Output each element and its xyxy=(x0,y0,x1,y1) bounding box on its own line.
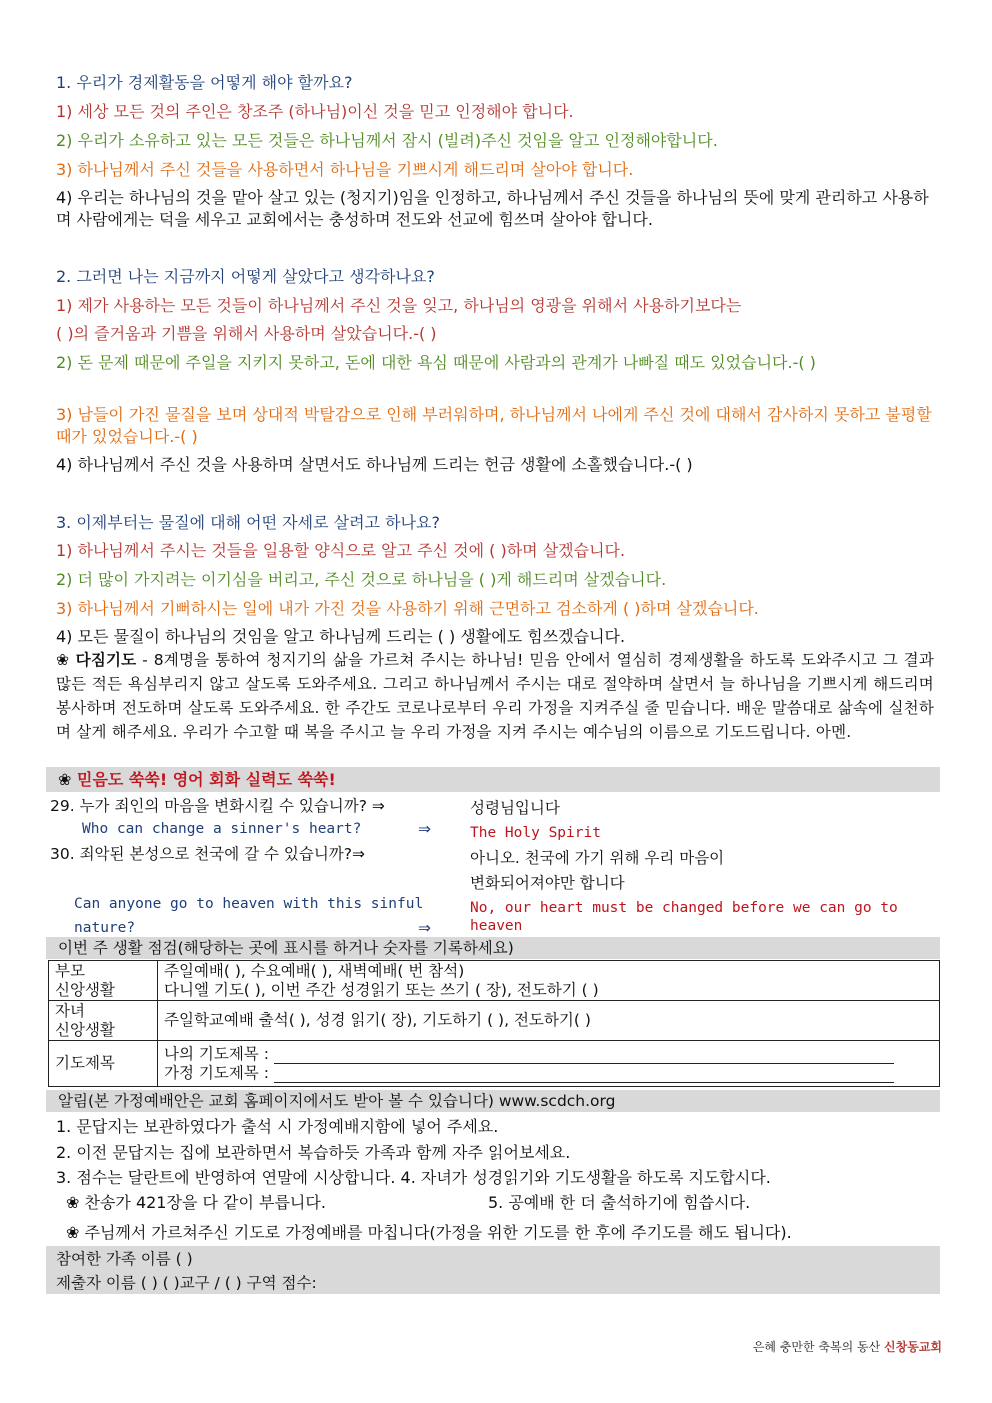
qa30-question-en-line1: Can anyone go to heaven with this sinful xyxy=(74,896,424,912)
child-label-line2: 신앙생활 xyxy=(55,1020,115,1039)
weekly-check-hint: (해당하는 곳에 표시를 하거나 숫자를 기록하세요) xyxy=(177,939,514,957)
child-label-line1: 자녀 xyxy=(55,1001,85,1020)
child-label xyxy=(49,1001,158,1041)
qa30-question-en-line2: nature? xyxy=(74,920,136,936)
qa30-answer-en-line2: heaven xyxy=(470,918,523,934)
footer xyxy=(753,1338,942,1355)
prayer-title: 다짐기도 xyxy=(75,651,137,669)
arrow-icon: ⇒ xyxy=(418,919,431,937)
qa29-question-en: Who can change a sinner's heart? xyxy=(82,821,362,837)
parent-line2[interactable]: 다니엘 기도( ), 이번 주간 성경읽기 또는 쓰기 ( 장), 전도하기 ( ) xyxy=(164,980,599,999)
section2-answer-1-line1: 1) 제가 사용하는 모든 것들이 하나님께서 주신 것을 잊고, 하나님의 영광을 위해서 사용하기보다는 xyxy=(56,296,742,315)
notice-1: 1. 문답지는 보관하였다가 출석 시 가정예배지함에 넣어 주세요. xyxy=(56,1117,499,1136)
notice-title: 알림 xyxy=(58,1092,88,1110)
parent-label xyxy=(49,961,158,1001)
section3-answer-2: 2) 더 많이 가지려는 이기심을 버리고, 주신 것으로 하나님을 ( )게 해드리며 살겠습니다. xyxy=(56,570,667,589)
notice-5: 5. 공예배 한 더 출석하기에 힘씁시다. xyxy=(488,1193,751,1212)
commitment-prayer xyxy=(56,648,934,744)
my-prayer-label: 나의 기도제목 : xyxy=(164,1044,269,1063)
parent-content xyxy=(158,961,940,1001)
section1-answer-4: 4) 우리는 하나님의 것을 맡아 살고 있는 (청지기)임을 인정하고, 하나님께서 주신 것들을 하나님의 뜻에 맞게 관리하고 사용하며 사람에게는 덕을 세우고 교회에서는 충성하며 전도와 선교에 힘쓰며 살아야 합니다. xyxy=(56,188,929,229)
qa30-answer-line2: 변화되어져야만 합니다 xyxy=(470,874,625,892)
flower-icon: ❀ xyxy=(56,651,70,669)
hymn-notice: ❀ 찬송가 421장을 다 같이 부릅니다. xyxy=(66,1193,326,1212)
notice-2: 2. 이전 문답지는 집에 보관하면서 복습하듯 가족과 함께 자주 읽어보세요. xyxy=(56,1143,571,1162)
faith-english-bar xyxy=(46,767,940,792)
prayer-text: - 8계명을 통하여 청지기의 삶을 가르쳐 주시는 하나님! 믿음 안에서 열심히 경제생활을 하도록 도와주시고 그 결과 많든 적든 욕심부리지 않고 살도록 도와주세요. 그리고 하나님께서 주시는 대로 절약하며 살면서 늘 하나님을 기쁘시게 해드리며 봉사하며 전도하며 살도록 도와주세요. 한 주간도 코로나로부터 우리 가정을 지켜주실 줄 믿습니다. 배운 말씀대로 삶속에 실천하며 살게 해주세요. 우리가 수고할 때 복을 주시고 늘 우리 가정을 지켜 주시는 예수님의 이름으로 기도드립니다. 아멘. xyxy=(56,651,935,741)
family-prayer-label: 가정 기도제목 : xyxy=(164,1063,269,1082)
faith-bar-text: 믿음도 쑥쑥! 영어 회화 실력도 쑥쑥! xyxy=(76,770,336,789)
weekly-check-table xyxy=(48,960,940,1087)
section2-answer-3: 3) 남들이 가진 물질을 보며 상대적 박탈감으로 인해 부러워하며, 하나님께서 나에게 주신 것에 대해서 감사하지 못하고 불평할 때가 있었습니다.-( ) xyxy=(56,405,932,446)
qa30-answer-en-line1: No, our heart must be changed before we can go to xyxy=(470,900,898,916)
section3-answer-4: 4) 모든 물질이 하나님의 것임을 알고 하나님께 드리는 ( ) 생활에도 힘쓰겠습니다. xyxy=(56,627,626,646)
my-prayer-field[interactable] xyxy=(274,1047,894,1064)
parent-line1[interactable]: 주일예배( ), 수요예배( ), 새벽예배( 번 참석) xyxy=(164,961,465,980)
arrow-icon: ⇒ xyxy=(418,820,431,838)
submitter-field[interactable]: 제출자 이름 ( ) ( )교구 / ( ) 구역 점수: xyxy=(56,1274,317,1292)
submit-bar xyxy=(46,1246,940,1294)
prayer-content xyxy=(158,1041,940,1087)
qa29-answer: 성령님입니다 xyxy=(470,799,560,817)
closing-main: ❀ 주님께서 가르쳐주신 기도로 가정예배를 마칩니다 xyxy=(66,1223,430,1242)
section3-question: 3. 이제부터는 물질에 대해 어떤 자세로 살려고 하나요? xyxy=(56,513,440,532)
prayer-row xyxy=(49,1041,940,1087)
section2-question: 2. 그러면 나는 지금까지 어떻게 살았다고 생각하나요? xyxy=(56,267,435,286)
prayer-label: 기도제목 xyxy=(49,1041,158,1087)
closing-notice xyxy=(66,1222,792,1244)
family-names-field[interactable]: 참여한 가족 이름 ( ) xyxy=(56,1250,193,1268)
section2-answer-4: 4) 하나님께서 주신 것을 사용하며 살면서도 하나님께 드리는 헌금 생활에 소홀했습니다.-( ) xyxy=(56,455,693,474)
qa30-answer-line1: 아니오. 천국에 가기 위해 우리 마음이 xyxy=(470,849,725,867)
section2-answer-1-line2: ( )의 즐거움과 기쁨을 위해서 사용하며 살았습니다.-( ) xyxy=(56,324,437,343)
weekly-check-title: 이번 주 생활 점검 xyxy=(58,939,178,957)
section1-answer-2: 2) 우리가 소유하고 있는 모든 것들은 하나님께서 잠시 (빌려)주신 것임을 알고 인정해야합니다. xyxy=(56,131,718,150)
qa29-answer-en: The Holy Spirit xyxy=(470,825,601,841)
qa30-question: 30. 죄악된 본성으로 천국에 갈 수 있습니까?⇒ xyxy=(50,845,365,863)
section3-answer-1: 1) 하나님께서 주시는 것들을 일용할 양식으로 알고 주신 것에 ( )하며 살겠습니다. xyxy=(56,541,626,560)
parent-label-line2: 신앙생활 xyxy=(55,980,115,999)
weekly-check-bar xyxy=(46,937,940,959)
qa29-question: 29. 누가 죄인의 마음을 변화시킬 수 있습니까? ⇒ xyxy=(50,797,385,815)
parent-label-line1: 부모 xyxy=(55,961,85,980)
child-content[interactable]: 주일학교예배 출석( ), 성경 읽기( 장), 기도하기 ( ), 전도하기( ) xyxy=(158,1001,940,1041)
section1-answer-1: 1) 세상 모든 것의 주인은 창조주 (하나님)이신 것을 믿고 인정해야 합니다. xyxy=(56,102,574,121)
family-prayer-field[interactable] xyxy=(274,1066,894,1083)
footer-church: 신창동교회 xyxy=(884,1340,942,1354)
footer-slogan: 은혜 충만한 축복의 동산 xyxy=(752,1340,881,1354)
notice-3: 3. 점수는 달란트에 반영하여 연말에 시상합니다. 4. 자녀가 성경읽기와 기도생활을 하도록 지도합시다. xyxy=(56,1168,771,1187)
notice-bar xyxy=(46,1090,940,1112)
section1-answer-3: 3) 하나님께서 주신 것들을 사용하면서 하나님을 기쁘시게 해드리며 살아야 합니다. xyxy=(56,160,634,179)
section3-answer-3: 3) 하나님께서 기뻐하시는 일에 내가 가진 것을 사용하기 위해 근면하고 검소하게 ( )하며 살겠습니다. xyxy=(56,599,759,618)
section2-answer-2: 2) 돈 문제 때문에 주일을 지키지 못하고, 돈에 대한 욕심 때문에 사람과의 관계가 나빠질 때도 있었습니다.-( ) xyxy=(56,353,816,372)
child-row xyxy=(49,1001,940,1041)
section1-question: 1. 우리가 경제활동을 어떻게 해야 할까요? xyxy=(56,73,353,92)
parent-row xyxy=(49,961,940,1001)
flower-icon: ❀ xyxy=(58,770,72,789)
closing-sub: (가정을 위한 기도를 한 후에 주기도를 해도 됩니다). xyxy=(429,1223,792,1242)
notice-text: (본 가정예배안은 교회 홈페이지에서도 받아 볼 수 있습니다) www.scdch.org xyxy=(87,1092,616,1110)
